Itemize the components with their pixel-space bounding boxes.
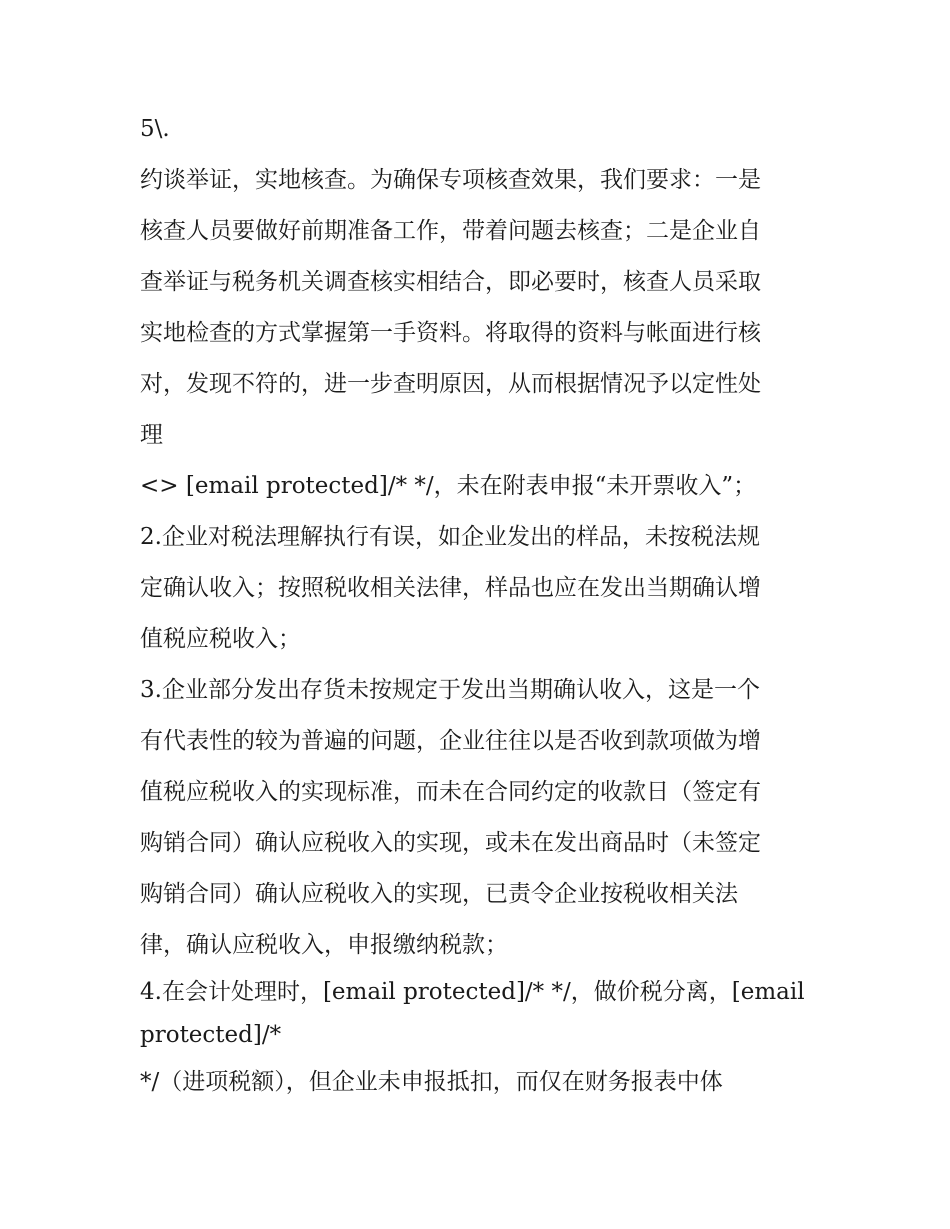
text-line: 购销合同）确认应税收入的实现，已责令企业按税收相关法	[140, 881, 738, 907]
text-line: 购销合同）确认应税收入的实现，或未在发出商品时（未签定	[140, 830, 761, 856]
text-line: 约谈举证，实地核查。为确保专项核查效果，我们要求：一是	[140, 167, 761, 193]
text-line: 查举证与税务机关调查核实相结合，即必要时，核查人员采取	[140, 269, 761, 295]
text-line: protected]/*	[140, 1022, 282, 1048]
text-line: 律，确认应税收入，申报缴纳税款；	[140, 932, 508, 958]
text-line: */（进项税额），但企业未申报抵扣，而仅在财务报表中体	[140, 1069, 723, 1095]
text-line: 实地检查的方式掌握第一手资料。将取得的资料与帐面进行核	[140, 320, 761, 346]
text-line: 定确认收入；按照税收相关法律，样品也应在发出当期确认增	[140, 575, 761, 601]
list-item-2	[140, 512, 815, 665]
paragraph-field-verification	[140, 155, 815, 461]
text-line: 值税应税收入；	[140, 626, 301, 652]
list-item-4	[140, 971, 815, 1108]
text-line: <> [email protected]/* */，未在附表申报“未开票收入”；	[140, 473, 757, 499]
text-line: 3.企业部分发出存货未按规定于发出当期确认收入，这是一个	[140, 677, 760, 703]
text-line: 理	[140, 422, 163, 448]
text-line: 4.在会计处理时，[email protected]/* */，做价税分离，[email	[140, 979, 805, 1005]
text-line: 5\.	[140, 116, 170, 142]
text-line: 核查人员要做好前期准备工作，带着问题去核查；二是企业自	[140, 218, 761, 244]
section-number	[140, 104, 815, 155]
text-line: 有代表性的较为普遍的问题，企业往往以是否收到款项做为增	[140, 728, 761, 754]
text-line: 2.企业对税法理解执行有误，如企业发出的样品，未按税法规	[140, 524, 760, 550]
text-line: 值税应税收入的实现标准，而未在合同约定的收款日（签定有	[140, 779, 761, 805]
text-line: 对，发现不符的，进一步查明原因，从而根据情况予以定性处	[140, 371, 761, 397]
list-item-3	[140, 665, 815, 971]
list-item-1	[140, 461, 815, 512]
document-body	[140, 104, 815, 1108]
